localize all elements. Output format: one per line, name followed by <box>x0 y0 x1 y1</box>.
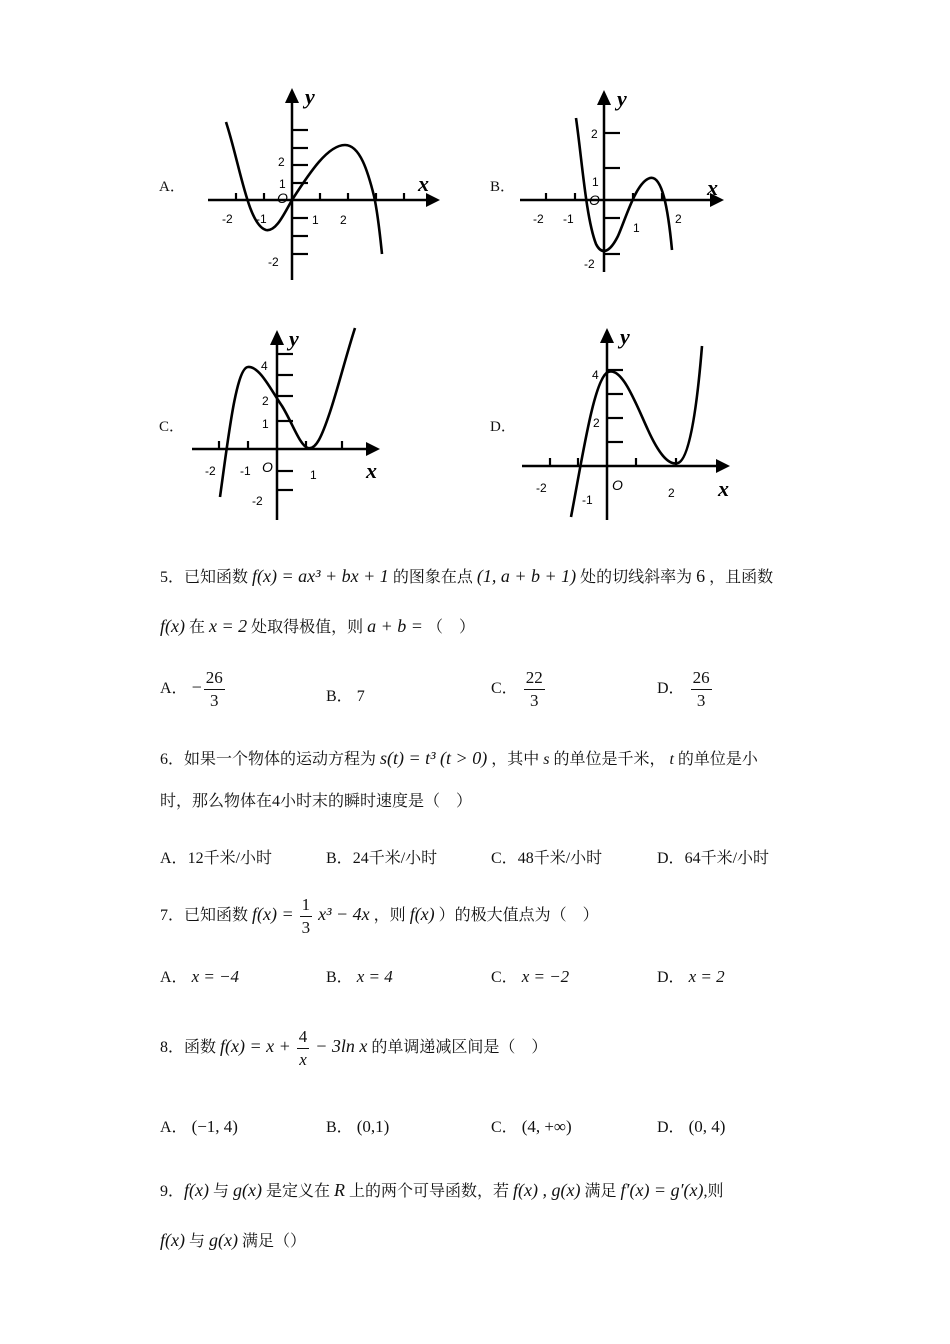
numerator: 22 <box>524 667 545 690</box>
option-value: x = −4 <box>191 967 240 986</box>
x-tick-label: 2 <box>668 486 675 500</box>
option-label: A． <box>160 850 188 867</box>
graph-d-label: D． <box>490 419 516 435</box>
math-function: f(x) <box>160 616 185 636</box>
denominator: 3 <box>209 691 219 710</box>
option-label: C． <box>491 850 518 867</box>
option-value: 64千米/小时 <box>684 850 770 867</box>
x-axis-arrow <box>366 442 380 456</box>
fraction <box>204 667 225 712</box>
denominator: 3 <box>529 691 539 710</box>
y-axis-label: y <box>289 326 299 351</box>
q6-option-d[interactable] <box>657 845 769 868</box>
q7-option-c[interactable] <box>491 964 569 987</box>
math-slope: 6 <box>696 566 706 586</box>
y-ticks <box>292 130 308 254</box>
question-6-line-1 <box>160 748 758 770</box>
math-var: s <box>543 751 550 768</box>
graph-c-label: C． <box>159 419 185 435</box>
x-tick-label: 1 <box>633 221 640 235</box>
text: 与 <box>213 1183 230 1200</box>
text: 9． <box>160 1183 185 1200</box>
numerator: 1 <box>300 894 313 917</box>
x-tick-label: -1 <box>256 212 267 226</box>
text: 是定义在 <box>266 1183 331 1200</box>
text: 满足 <box>584 1183 617 1200</box>
numerator: 4 <box>297 1026 310 1049</box>
text: 的图象在点 <box>392 569 473 586</box>
x-axis-label: x <box>418 171 429 196</box>
question-6-line-2: 时，那么物体在4小时末的瞬时速度是（ ） <box>160 793 473 810</box>
y-ticks <box>607 370 623 442</box>
option-label: A． <box>160 969 188 986</box>
option-label: B． <box>326 1119 353 1136</box>
text: 的单位是千米， <box>553 751 666 768</box>
graph-a-label: A． <box>159 179 185 195</box>
option-label: C． <box>491 1119 518 1136</box>
y-tick-label: -2 <box>268 255 279 269</box>
text: 满足（） <box>241 1233 306 1250</box>
math-rhs: − 3ln x <box>315 1036 368 1056</box>
option-label: C． <box>491 969 518 986</box>
math-lhs: f(x) = x + <box>220 1036 291 1056</box>
y-tick-label: -2 <box>252 494 263 508</box>
option-label: D． <box>657 850 685 867</box>
x-tick-label: 2 <box>675 212 682 226</box>
fraction <box>691 667 712 712</box>
math-equation: s(t) = t³ (t > 0) <box>380 748 488 768</box>
y-axis-arrow <box>270 330 284 345</box>
y-axis-label: y <box>305 84 315 109</box>
x-axis-arrow <box>716 459 730 473</box>
curve-a <box>226 122 382 254</box>
x-tick-label: -2 <box>205 464 216 478</box>
option-value: x = −2 <box>521 967 570 986</box>
text: 与 <box>188 1233 205 1250</box>
y-tick-label: 2 <box>591 127 598 141</box>
question-5-line-2 <box>160 616 475 638</box>
x-tick-label: 2 <box>340 213 347 227</box>
q5-option-c[interactable] <box>491 667 547 712</box>
graph-b <box>515 82 730 282</box>
y-tick-label: 4 <box>592 368 599 382</box>
graph-d <box>518 322 740 522</box>
text: ，其中 <box>491 751 540 768</box>
x-tick-label: 1 <box>312 213 319 227</box>
y-tick-label: 2 <box>593 416 600 430</box>
y-tick-label: 1 <box>592 175 599 189</box>
x-axis-label: x <box>718 476 729 501</box>
x-axis-label: x <box>707 175 718 200</box>
math-derivative: f′(x) = g′(x) <box>620 1180 704 1200</box>
y-tick-label: 2 <box>278 155 285 169</box>
text: 5．已知函数 <box>160 569 249 586</box>
math-function: f(x) <box>184 1180 209 1200</box>
fraction <box>300 894 313 939</box>
fraction <box>524 667 545 712</box>
origin-label: O <box>277 190 288 206</box>
text: 处取得极值，则 <box>251 619 364 636</box>
q8-option-d[interactable] <box>657 1114 725 1137</box>
question-9-line-1 <box>160 1180 724 1202</box>
question-9-line-2 <box>160 1230 306 1252</box>
math-functions: f(x) , g(x) <box>513 1180 581 1200</box>
graph-a <box>195 82 455 287</box>
option-value: (4, +∞) <box>521 1117 572 1136</box>
q7-option-d[interactable] <box>657 964 725 987</box>
text: 的单位是小 <box>677 751 758 768</box>
math-function: f(x) <box>409 904 435 924</box>
option-label: D． <box>657 680 685 698</box>
text: ，则 <box>373 907 406 924</box>
option-label: D． <box>657 1119 685 1136</box>
x-axis-label: x <box>366 458 377 483</box>
q7-option-a[interactable] <box>160 964 239 987</box>
math-sign: − <box>191 677 202 698</box>
text: 7．已知函数 <box>160 907 249 924</box>
option-value: (−1, 4) <box>191 1117 238 1136</box>
q8-option-a[interactable] <box>160 1114 238 1137</box>
q8-option-c[interactable] <box>491 1114 572 1137</box>
question-7 <box>160 890 599 940</box>
option-value: (0, 4) <box>688 1117 726 1136</box>
y-tick-label: 1 <box>279 177 286 191</box>
option-value: (0,1) <box>356 1117 390 1136</box>
option-value: x = 2 <box>688 967 725 986</box>
y-tick-label: 4 <box>261 359 268 373</box>
option-label: B． <box>326 688 353 705</box>
math-var: t <box>669 751 674 768</box>
y-tick-label: 1 <box>262 417 269 431</box>
denominator: 3 <box>696 691 706 710</box>
x-tick-label: 1 <box>310 468 317 482</box>
denominator: 3 <box>301 917 311 937</box>
math-x-value: x = 2 <box>209 616 248 636</box>
graph-c <box>188 322 393 522</box>
option-label: C． <box>491 680 518 698</box>
math-function: g(x) <box>209 1230 238 1250</box>
q6-option-a[interactable] <box>160 845 272 868</box>
text: 处的切线斜率为 <box>580 569 693 586</box>
fraction <box>297 1026 310 1071</box>
math-expression: a + b = <box>367 616 423 636</box>
text: 6．如果一个物体的运动方程为 <box>160 751 377 768</box>
q7-option-b[interactable] <box>326 964 393 987</box>
origin-label: O <box>589 192 600 208</box>
option-label: A． <box>160 680 188 698</box>
option-value: 7 <box>356 688 365 705</box>
q5-option-b[interactable] <box>326 683 365 706</box>
question-8 <box>160 1022 547 1072</box>
y-axis-label: y <box>617 86 627 111</box>
x-tick-label: -2 <box>536 481 547 495</box>
q6-option-c[interactable] <box>491 845 602 868</box>
option-value: 48千米/小时 <box>517 850 603 867</box>
x-tick-label: -1 <box>563 212 574 226</box>
text: 上的两个可导函数，若 <box>349 1183 510 1200</box>
q6-option-b[interactable] <box>326 845 437 868</box>
denominator: x <box>299 1049 307 1069</box>
text: 在 <box>188 619 205 636</box>
x-tick-label: -1 <box>240 464 251 478</box>
x-tick-label: -2 <box>222 212 233 226</box>
x-tick-label: -2 <box>533 212 544 226</box>
numerator: 26 <box>204 667 225 690</box>
curve-d <box>571 346 702 517</box>
text: ，且函数 <box>709 569 774 586</box>
y-tick-label: -2 <box>584 257 595 271</box>
numerator: 26 <box>691 667 712 690</box>
text: ）的极大值点为（ ） <box>438 907 599 924</box>
text: 8．函数 <box>160 1039 217 1056</box>
option-value: 12千米/小时 <box>187 850 273 867</box>
option-label: B． <box>326 850 353 867</box>
graph-b-label: B． <box>490 179 516 195</box>
origin-label: O <box>262 459 273 475</box>
y-axis-arrow <box>597 90 611 105</box>
math-function: g(x) <box>233 1180 262 1200</box>
text: （ ） <box>426 619 475 636</box>
option-label: B． <box>326 969 353 986</box>
y-axis-arrow <box>600 328 614 343</box>
question-5-line-1 <box>160 566 773 588</box>
x-tick-label: -1 <box>582 493 593 507</box>
math-rhs: x³ − 4x <box>318 904 370 924</box>
option-label: D． <box>657 969 685 986</box>
option-value: 24千米/小时 <box>352 850 438 867</box>
y-tick-label: 2 <box>262 394 269 408</box>
q8-option-b[interactable] <box>326 1114 389 1137</box>
math-set: R <box>334 1180 346 1200</box>
math-lhs: f(x) = <box>252 904 294 924</box>
math-function: f(x) <box>160 1230 185 1250</box>
origin-label: O <box>612 477 623 493</box>
y-axis-label: y <box>620 324 630 349</box>
math-point: (1, a + b + 1) <box>476 566 577 586</box>
text: 的单调递减区间是（ ） <box>371 1039 548 1056</box>
q5-option-d[interactable] <box>657 667 714 712</box>
option-value: x = 4 <box>356 967 393 986</box>
y-axis-arrow <box>285 88 299 103</box>
q5-option-a[interactable] <box>160 667 227 712</box>
math-function: f(x) = ax³ + bx + 1 <box>252 566 389 586</box>
text: ,则 <box>703 1183 724 1200</box>
option-label: A． <box>160 1119 188 1136</box>
